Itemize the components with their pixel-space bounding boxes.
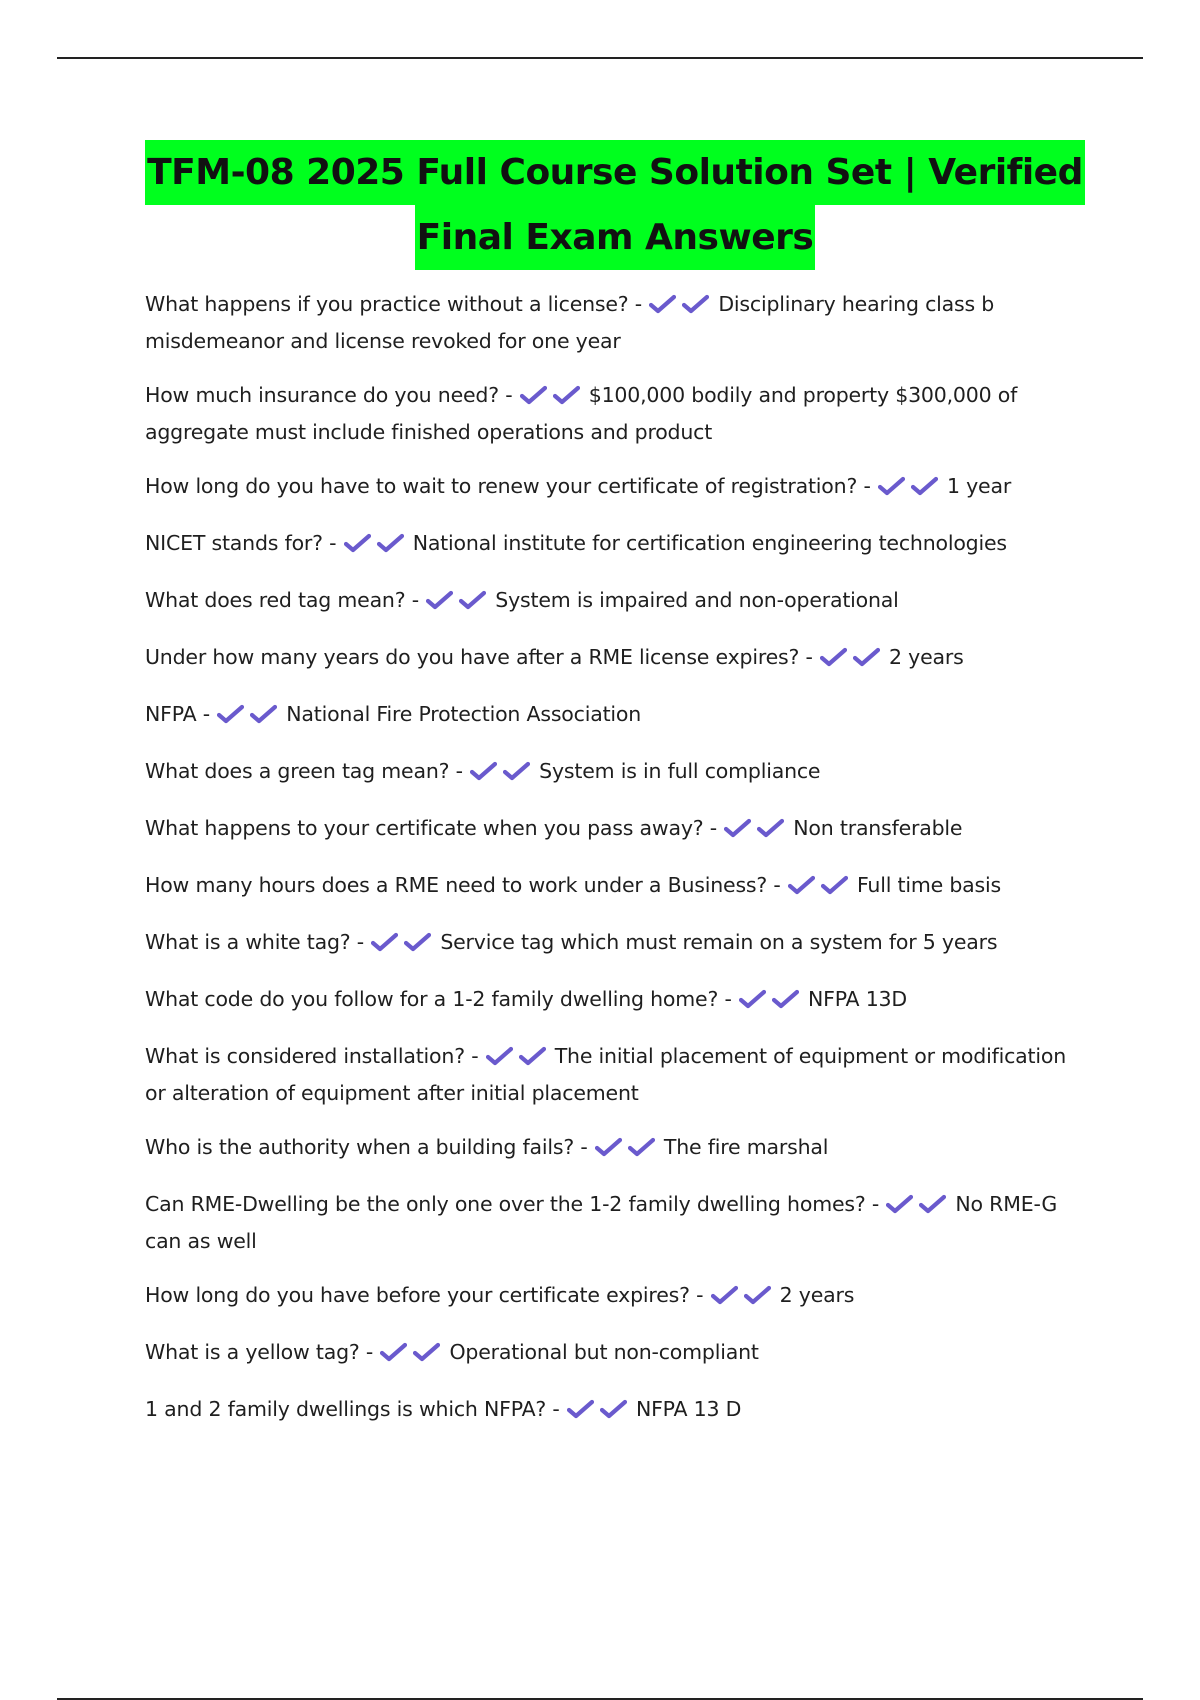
qa-item [145,1187,1090,1258]
check-icon [682,295,715,319]
question-text: How long do you have to wait to renew your certificate of registration? [145,474,858,498]
check-icon [744,1286,777,1310]
answer-text: 2 years [889,645,964,669]
qa-item [145,1335,1090,1372]
check-icon-pair [739,985,805,1019]
qa-item [145,1039,1090,1110]
qa-item [145,1278,1090,1315]
check-icon [788,876,821,900]
qa-item [145,1392,1090,1429]
check-icon-pair [470,757,536,791]
check-icon [820,648,853,672]
check-icon [886,1195,919,1219]
separator: - [350,930,371,954]
separator: - [767,873,787,897]
check-icon [371,933,404,957]
qa-item [145,287,1090,358]
check-icon-pair [886,1190,952,1224]
qa-list [145,287,1090,1449]
question-text: How many hours does a RME need to work under a Business? [145,873,768,897]
check-icon [595,1138,628,1162]
check-icon [426,591,459,615]
question-text: What code do you follow for a 1-2 family dwelling home? [145,987,719,1011]
check-icon-pair [820,643,886,677]
separator: - [703,816,724,840]
title-line-2: Final Exam Answers [415,205,816,270]
check-icon [772,990,805,1014]
answer-text: National Fire Protection Association [286,702,642,726]
check-icon-pair [788,871,854,905]
answer-text: 2 years [779,1283,855,1307]
check-icon-pair [878,472,944,506]
document-title [0,140,1200,270]
check-icon [503,762,536,786]
separator: - [196,702,217,726]
check-icon [757,819,790,843]
check-icon [344,534,377,558]
check-icon [724,819,757,843]
check-icon-pair [711,1281,777,1315]
separator: - [359,1340,380,1364]
check-icon [250,705,283,729]
check-icon [413,1343,446,1367]
check-icon [377,534,410,558]
question-text: What happens if you practice without a license? [145,292,629,316]
qa-item [145,697,1090,734]
qa-item [145,982,1090,1019]
title-line-1: TFM-08 2025 Full Course Solution Set | Verified [145,140,1085,205]
qa-item [145,868,1090,905]
check-icon [919,1195,952,1219]
check-icon [470,762,503,786]
question-text: Under how many years do you have after a RME license expires? [145,645,800,669]
answer-text: The fire marshal [663,1135,829,1159]
answer-text: No RME-G can as well [145,1192,1058,1253]
check-icon [739,990,772,1014]
check-icon-pair [344,529,410,563]
top-divider [57,57,1143,59]
question-text: How long do you have before your certificate expires? [145,1283,690,1307]
question-text: NICET stands for? [145,531,323,555]
check-icon [459,591,492,615]
answer-text: The initial placement of equipment or modification or alteration of equipment after initial placement [145,1044,1066,1105]
separator: - [498,383,519,407]
answer-text: Disciplinary hearing class b misdemeanor and license revoked for one year [145,292,995,353]
qa-item [145,469,1090,506]
question-text: What is a yellow tag? [145,1340,360,1364]
question-text: What is considered installation? [145,1044,465,1068]
check-icon [486,1047,519,1071]
check-icon [911,477,944,501]
answer-text: 1 year [946,474,1012,498]
qa-item [145,526,1090,563]
check-icon [567,1400,600,1424]
check-icon [878,477,911,501]
check-icon [520,386,553,410]
separator: - [799,645,820,669]
answer-text: System is impaired and non-operational [495,588,899,612]
check-icon-pair [649,290,715,324]
check-icon [404,933,437,957]
separator: - [322,531,343,555]
answer-text: Service tag which must remain on a system for 5 years [440,930,998,954]
check-icon-pair [567,1395,633,1429]
question-text: NFPA [145,702,197,726]
separator: - [689,1283,710,1307]
qa-item [145,1130,1090,1167]
separator: - [449,759,470,783]
check-icon [628,1138,661,1162]
answer-text: Full time basis [856,873,1001,897]
question-text: Who is the authority when a building fails? [145,1135,575,1159]
answer-text: Non transferable [793,816,963,840]
question-text: 1 and 2 family dwellings is which NFPA? [145,1397,547,1421]
check-icon-pair [486,1042,552,1076]
separator: - [405,588,426,612]
check-icon [649,295,682,319]
check-icon-pair [724,814,790,848]
qa-item [145,378,1090,449]
check-icon-pair [371,928,437,962]
check-icon-pair [520,381,586,415]
answer-text: Operational but non-compliant [449,1340,759,1364]
separator: - [628,292,649,316]
check-icon-pair [426,586,492,620]
answer-text: System is in full compliance [539,759,821,783]
separator: - [574,1135,594,1159]
qa-item [145,583,1090,620]
qa-item [145,640,1090,677]
question-text: How much insurance do you need? [145,383,499,407]
check-icon [853,648,886,672]
separator: - [718,987,738,1011]
separator: - [546,1397,566,1421]
question-text: What is a white tag? [145,930,351,954]
check-icon [821,876,854,900]
check-icon [600,1400,633,1424]
check-icon [380,1343,413,1367]
question-text: What does a green tag mean? [145,759,450,783]
qa-item [145,811,1090,848]
answer-text: NFPA 13D [807,987,907,1011]
question-text: What does red tag mean? [145,588,406,612]
separator: - [464,1044,485,1068]
separator: - [865,1192,886,1216]
answer-text: NFPA 13 D [635,1397,742,1421]
qa-item [145,754,1090,791]
separator: - [857,474,877,498]
check-icon [217,705,250,729]
answer-text: $100,000 bodily and property $300,000 of aggregate must include finished operations and product [145,383,1018,444]
question-text: Can RME-Dwelling be the only one over the 1-2 family dwelling homes? [145,1192,866,1216]
check-icon-pair [217,700,283,734]
check-icon [553,386,586,410]
check-icon [711,1286,744,1310]
answer-text: National institute for certification engineering technologies [412,531,1007,555]
check-icon-pair [380,1338,446,1372]
check-icon-pair [595,1133,661,1167]
question-text: What happens to your certificate when you pass away? [145,816,704,840]
check-icon [519,1047,552,1071]
qa-item [145,925,1090,962]
